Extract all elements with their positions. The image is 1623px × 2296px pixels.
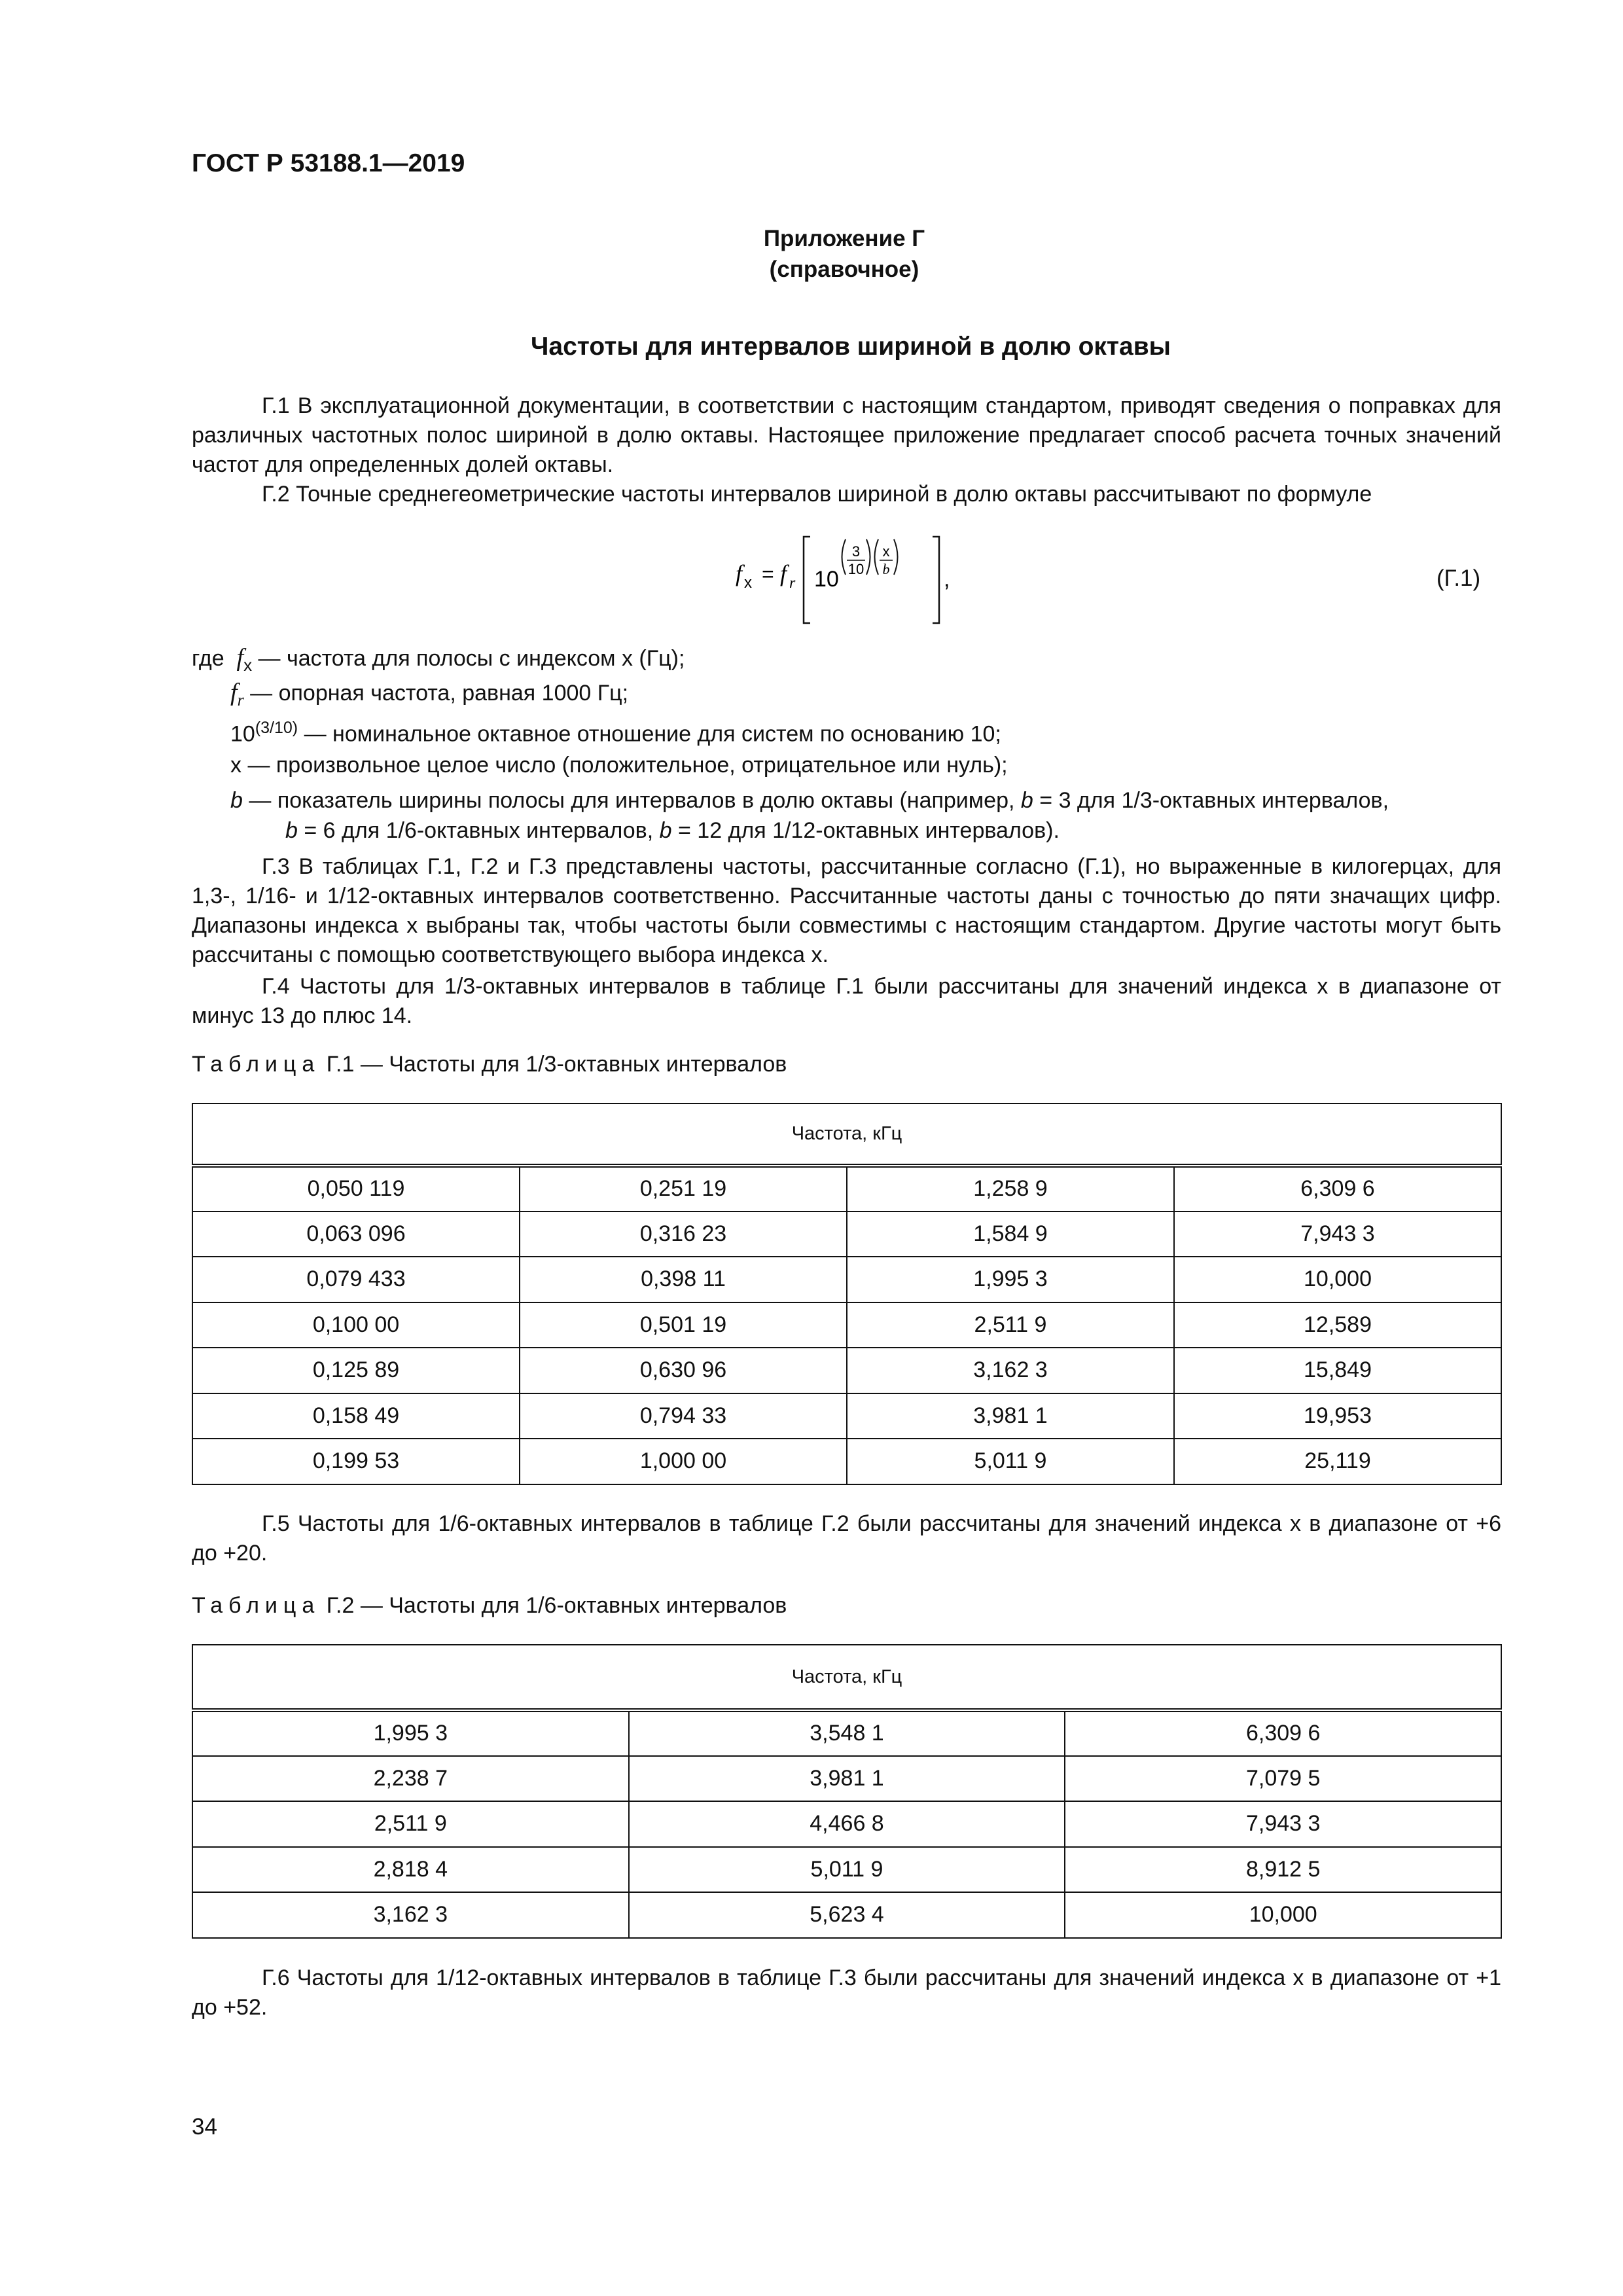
table1-cell: 0,158 49 xyxy=(192,1393,520,1439)
table2-cell: 10,000 xyxy=(1065,1892,1501,1938)
table1-row xyxy=(192,1257,1501,1302)
table1-cell: 0,501 19 xyxy=(520,1302,847,1348)
table1-cell: 19,953 xyxy=(1174,1393,1501,1439)
table2-cell: 5,623 4 xyxy=(629,1892,1065,1938)
formula-ref-sub: r xyxy=(789,575,796,592)
paragraph-g5: Г.5 Частоты для 1/6-октавных интервалов в таблице Г.2 были рассчитаны для значений индекса x в диапазоне от +6 до +20. xyxy=(192,1511,1501,1566)
table1-header-row xyxy=(192,1103,1501,1166)
table2-cell: 7,943 3 xyxy=(1065,1801,1501,1847)
table1-cell: 10,000 xyxy=(1174,1257,1501,1302)
formula-ref: f xyxy=(780,560,787,586)
table1-cell: 3,162 3 xyxy=(847,1348,1174,1393)
b-example-3: = 12 для 1/12-октавных интервалов). xyxy=(677,818,1060,843)
document-code: ГОСТ Р 53188.1—2019 xyxy=(192,149,465,177)
formula-left-bracket xyxy=(804,537,810,623)
table2-cell: 3,981 1 xyxy=(629,1756,1065,1802)
table1-cell: 0,050 119 xyxy=(192,1166,520,1211)
formula-lhs: f xyxy=(736,560,743,586)
table1-cell: 0,251 19 xyxy=(520,1166,847,1211)
table2-header-row xyxy=(192,1645,1501,1710)
b-symbol: b xyxy=(285,818,298,843)
formula-frac2-num: x xyxy=(882,543,890,560)
where-x: x — произвольное целое число (положительное, отрицательное или нуль); xyxy=(230,753,1008,778)
table1-cell: 0,079 433 xyxy=(192,1257,520,1302)
table1-row xyxy=(192,1393,1501,1439)
appendix-title: Приложение Г xyxy=(763,226,925,251)
table2-cell: 8,912 5 xyxy=(1065,1847,1501,1893)
ratio-base: 10 xyxy=(230,721,255,747)
ratio-description: — номинальное октавное отношение для систем по основанию 10; xyxy=(304,721,1001,747)
table1-title: Г.1 — Частоты для 1/3-октавных интервалов xyxy=(326,1052,787,1077)
b-description: — показатель ширины полосы для интервалов в долю октавы (например, xyxy=(249,788,1015,813)
table1-cell: 3,981 1 xyxy=(847,1393,1174,1439)
formula-paren xyxy=(842,539,846,575)
formula-comma: , xyxy=(944,567,950,592)
b-example-2: = 6 для 1/6-октавных интервалов, xyxy=(304,818,654,843)
table2-cell: 2,511 9 xyxy=(192,1801,629,1847)
formula-equals: = xyxy=(762,562,774,586)
paragraph-g2: Г.2 Точные среднегеометрические частоты интервалов шириной в долю октавы рассчитывают по формуле xyxy=(262,482,1372,507)
table2-caption xyxy=(192,1593,787,1619)
where-fx xyxy=(192,643,685,680)
formula-paren xyxy=(866,539,870,575)
table1-cell: 6,309 6 xyxy=(1174,1166,1501,1211)
table1-cell: 0,199 53 xyxy=(192,1439,520,1484)
table1-cell: 0,316 23 xyxy=(520,1211,847,1257)
fr-description: — опорная частота, равная 1000 Гц; xyxy=(250,681,629,706)
table1-cell: 1,258 9 xyxy=(847,1166,1174,1211)
table2-row xyxy=(192,1847,1501,1893)
table1-cell: 0,398 11 xyxy=(520,1257,847,1302)
table1-row xyxy=(192,1348,1501,1393)
table1-cell: 0,794 33 xyxy=(520,1393,847,1439)
table2-cell: 3,162 3 xyxy=(192,1892,629,1938)
table1-cell: 12,589 xyxy=(1174,1302,1501,1348)
fr-symbol: f xyxy=(230,679,238,706)
formula-right-bracket xyxy=(933,537,939,623)
b-symbol: b xyxy=(1020,788,1033,813)
formula-lhs-sub: x xyxy=(744,574,752,592)
section-title: Частоты для интервалов шириной в долю октавы xyxy=(531,332,1171,361)
table1-cell: 1,000 00 xyxy=(520,1439,847,1484)
table1-cell: 25,119 xyxy=(1174,1439,1501,1484)
table1-header: Частота, кГц xyxy=(192,1103,1501,1166)
where-b xyxy=(230,786,1503,816)
table2-row xyxy=(192,1710,1501,1756)
paragraph-g3: Г.3 В таблицах Г.1, Г.2 и Г.3 представлены частоты, рассчитанные согласно (Г.1), но выраженные в килогерцах, для 1,3-, 1/16- и 1/12-октавных интервалов соответственно. Рассчитанные частоты даны с точностью до пяти значащих цифр. Диапазоны индекса x выбраны так, чтобы частоты были совместимы с настоящим стандартом. Другие частоты могут быть рассчитаны с помощью соответствующего выбора индекса x. xyxy=(192,854,1501,967)
table2-title: Г.2 — Частоты для 1/6-октавных интервалов xyxy=(326,1593,787,1618)
table1-cell: 2,511 9 xyxy=(847,1302,1174,1348)
table-2 xyxy=(192,1644,1502,1939)
formula-frac1-den: 10 xyxy=(847,561,865,577)
table2-cell: 7,079 5 xyxy=(1065,1756,1501,1802)
b-example-1: = 3 для 1/3-октавных интервалов, xyxy=(1039,788,1389,813)
table1-label: Таблица xyxy=(192,1052,321,1077)
table2-cell: 2,818 4 xyxy=(192,1847,629,1893)
table1-cell: 0,100 00 xyxy=(192,1302,520,1348)
paragraph-g1: Г.1 В эксплуатационной документации, в соответствии с настоящим стандартом, приводят сведения о поправках для различных частотных полос шириной в долю октавы. Настоящее приложение предлагает способ расчета точных значений частот для определенных долей октавы. xyxy=(192,393,1501,477)
table2-cell: 4,466 8 xyxy=(629,1801,1065,1847)
formula-paren xyxy=(875,539,879,575)
formula-frac2-den: b xyxy=(882,561,890,577)
table1-cell: 0,063 096 xyxy=(192,1211,520,1257)
table1-cell: 0,125 89 xyxy=(192,1348,520,1393)
table1-caption xyxy=(192,1052,787,1077)
table-1 xyxy=(192,1103,1502,1485)
table2-row xyxy=(192,1801,1501,1847)
table1-row xyxy=(192,1211,1501,1257)
where-prefix: где xyxy=(192,646,224,671)
b-symbol: b xyxy=(659,818,672,843)
table1-cell: 7,943 3 xyxy=(1174,1211,1501,1257)
table2-cell: 5,011 9 xyxy=(629,1847,1065,1893)
table1-cell: 5,011 9 xyxy=(847,1439,1174,1484)
appendix-status: (справочное) xyxy=(769,257,919,282)
ratio-exponent: (3/10) xyxy=(255,719,298,737)
formula-frac1-num: 3 xyxy=(851,543,861,560)
formula-number: (Г.1) xyxy=(1436,565,1481,591)
table1-row xyxy=(192,1302,1501,1348)
table2-cell: 2,238 7 xyxy=(192,1756,629,1802)
page-number: 34 xyxy=(192,2114,217,2140)
table2-cell: 6,309 6 xyxy=(1065,1710,1501,1756)
where-b-continued xyxy=(285,816,1060,846)
table1-cell: 1,584 9 xyxy=(847,1211,1174,1257)
table2-cell: 1,995 3 xyxy=(192,1710,629,1756)
paragraph-g4: Г.4 Частоты для 1/3-октавных интервалов в таблице Г.1 были рассчитаны для значений индекса x в диапазоне от минус 13 до плюс 14. xyxy=(192,974,1501,1028)
table1-row xyxy=(192,1166,1501,1211)
where-ratio xyxy=(230,713,1001,749)
fx-description: — частота для полосы с индексом x (Гц); xyxy=(258,646,685,671)
table1-row xyxy=(192,1439,1501,1484)
table1-cell: 15,849 xyxy=(1174,1348,1501,1393)
table2-row xyxy=(192,1892,1501,1938)
table2-row xyxy=(192,1756,1501,1802)
table2-cell: 3,548 1 xyxy=(629,1710,1065,1756)
fx-subscript: x xyxy=(243,655,253,675)
formula-g1 xyxy=(733,524,955,628)
b-symbol: b xyxy=(230,788,243,813)
table1-cell: 0,630 96 xyxy=(520,1348,847,1393)
table1-cell: 1,995 3 xyxy=(847,1257,1174,1302)
paragraph-g6: Г.6 Частоты для 1/12-октавных интервалов в таблице Г.3 были рассчитаны для значений индекса x в диапазоне от +1 до +52. xyxy=(192,1965,1501,2020)
fr-subscript: r xyxy=(237,690,244,709)
formula-base: 10 xyxy=(814,567,839,592)
table2-label: Таблица xyxy=(192,1593,321,1618)
fx-symbol: f xyxy=(236,644,244,672)
table2-header: Частота, кГц xyxy=(192,1645,1501,1710)
where-fr xyxy=(230,678,628,715)
formula-paren xyxy=(894,539,898,575)
